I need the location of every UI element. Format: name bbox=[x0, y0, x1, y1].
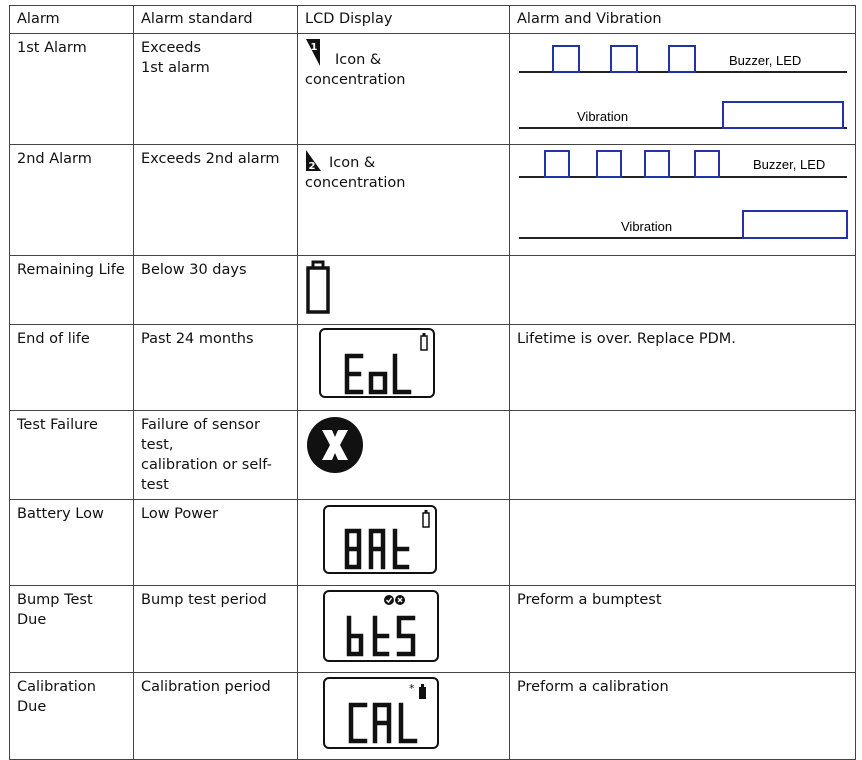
asterisk-bottle-icon bbox=[409, 682, 426, 699]
action-cell bbox=[510, 411, 856, 500]
alarm-name: Remaining Life bbox=[10, 256, 134, 325]
action-cell: Preform a bumptest bbox=[510, 586, 856, 673]
alarm-1-triangle-icon bbox=[305, 38, 325, 66]
lcd-display-cell bbox=[298, 586, 510, 673]
table-row bbox=[10, 586, 856, 673]
lcd-screen bbox=[319, 328, 435, 398]
svg-text:1: 1 bbox=[310, 42, 318, 53]
svg-text:Vibration: Vibration bbox=[621, 219, 673, 234]
lcd-display-cell bbox=[298, 256, 510, 325]
header-alarm: Alarm bbox=[10, 6, 134, 34]
check-x-status-icons bbox=[384, 595, 405, 605]
alarm-standard: Bump test period bbox=[134, 586, 298, 673]
action-cell: Preform a calibration bbox=[510, 673, 856, 760]
svg-text:2: 2 bbox=[308, 161, 316, 172]
svg-text:*: * bbox=[409, 682, 415, 695]
alarm-name: End of life bbox=[10, 325, 134, 411]
lcd-display-cell bbox=[298, 325, 510, 411]
lcd-screen bbox=[323, 677, 439, 749]
header-alarm-standard: Alarm standard bbox=[134, 6, 298, 34]
lcd-display-cell bbox=[298, 34, 510, 145]
lcd-display-cell bbox=[298, 673, 510, 760]
alarm-table bbox=[9, 5, 856, 760]
battery-small-icon bbox=[423, 510, 429, 527]
buzzer-vibration-waveform bbox=[517, 149, 851, 245]
alarm-standard: Past 24 months bbox=[134, 325, 298, 411]
alarm-standard: Exceeds 2nd alarm bbox=[134, 145, 298, 256]
action-cell bbox=[510, 500, 856, 586]
alarm-standard: Calibration period bbox=[134, 673, 298, 760]
alarm-name: 1st Alarm bbox=[10, 34, 134, 145]
alarm-standard: Low Power bbox=[134, 500, 298, 586]
lcd-caption-line1: Icon & bbox=[335, 52, 382, 68]
lcd-caption-line2: concentration bbox=[305, 175, 406, 191]
alarm-name: 2nd Alarm bbox=[10, 145, 134, 256]
lcd-segment-text bbox=[347, 531, 407, 567]
battery-small-icon bbox=[421, 333, 427, 350]
lcd-segment-text bbox=[351, 705, 415, 741]
table-row bbox=[10, 500, 856, 586]
table-row bbox=[10, 673, 856, 760]
battery-outline-icon bbox=[305, 260, 333, 316]
alarm-2-triangle-icon bbox=[305, 149, 323, 173]
alarm-name: Calibration Due bbox=[10, 673, 134, 760]
lcd-screen bbox=[323, 505, 437, 574]
alarm-name: Bump Test Due bbox=[10, 586, 134, 673]
lcd-caption-line1: Icon & bbox=[329, 155, 376, 171]
alarm-name: Test Failure bbox=[10, 411, 134, 500]
header-lcd-display: LCD Display bbox=[298, 6, 510, 34]
lcd-caption-line2: concentration bbox=[305, 72, 406, 88]
svg-text:Buzzer, LED: Buzzer, LED bbox=[753, 157, 826, 172]
action-cell bbox=[510, 256, 856, 325]
table-row bbox=[10, 145, 856, 256]
table-row bbox=[10, 256, 856, 325]
x-circle-icon bbox=[305, 415, 369, 475]
lcd-display-cell bbox=[298, 411, 510, 500]
lcd-screen bbox=[323, 590, 439, 662]
table-row bbox=[10, 34, 856, 145]
lcd-display-cell bbox=[298, 145, 510, 256]
lcd-display-cell bbox=[298, 500, 510, 586]
table-header-row bbox=[10, 6, 856, 34]
alarm-standard: Below 30 days bbox=[134, 256, 298, 325]
table-row bbox=[10, 411, 856, 500]
lcd-segment-text bbox=[347, 356, 409, 392]
action-cell: Lifetime is over. Replace PDM. bbox=[510, 325, 856, 411]
waveform-cell bbox=[510, 34, 856, 145]
alarm-name: Battery Low bbox=[10, 500, 134, 586]
alarm-standard: Exceeds 1st alarm bbox=[134, 34, 298, 145]
svg-text:Vibration: Vibration bbox=[577, 109, 629, 124]
header-alarm-vibration: Alarm and Vibration bbox=[510, 6, 856, 34]
lcd-segment-text bbox=[349, 618, 413, 654]
svg-text:Buzzer, LED: Buzzer, LED bbox=[729, 53, 802, 68]
buzzer-vibration-waveform bbox=[517, 38, 851, 134]
waveform-cell bbox=[510, 145, 856, 256]
alarm-standard: Failure of sensor test, calibration or self-test bbox=[134, 411, 298, 500]
table-row bbox=[10, 325, 856, 411]
